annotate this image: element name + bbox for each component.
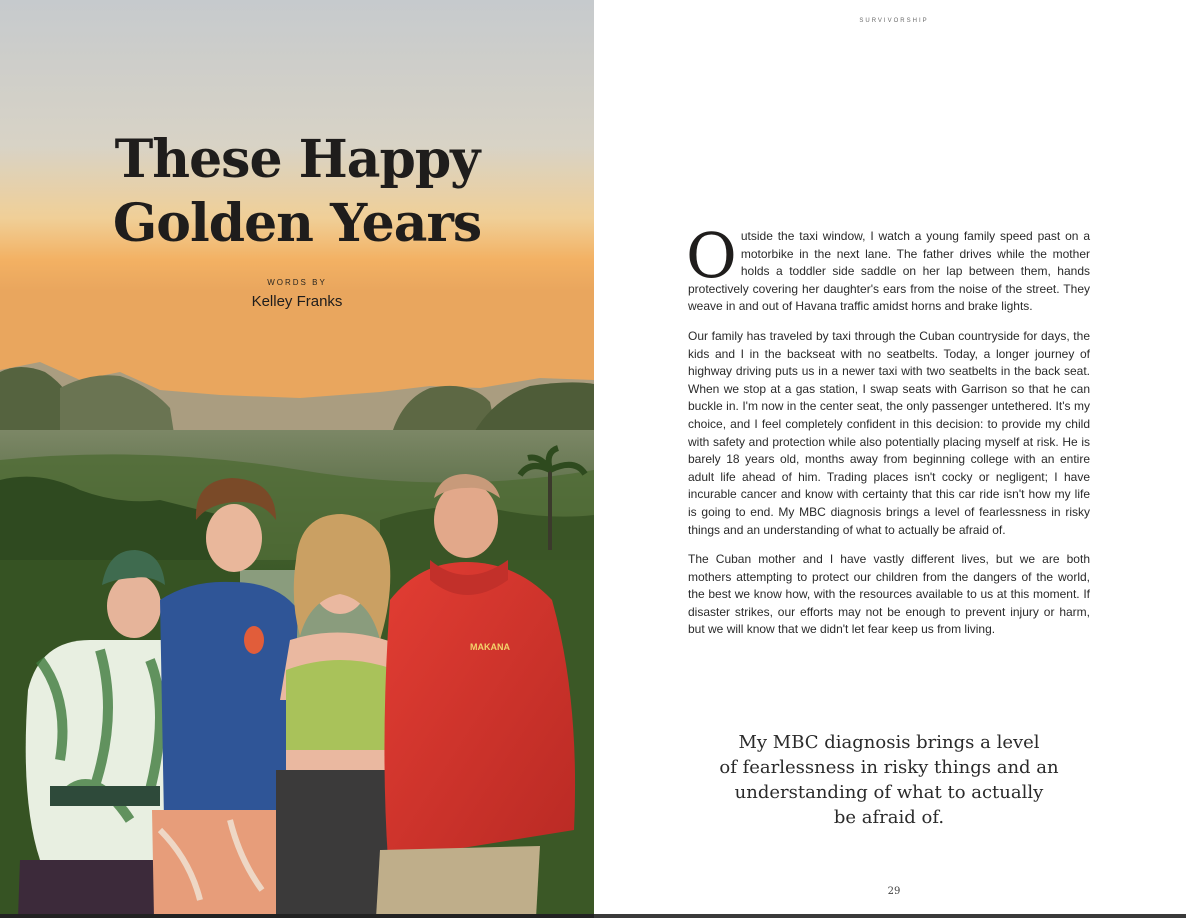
- paragraph-3: The Cuban mother and I have vastly different lives, but we are both mothers attempting to protect our children from the dangers of the world, the best we know how, with the resources available to us at this moment. If disaster strikes, our efforts may not be enough to prevent injury or harm, but we will know that we didn't let fear keep us from living.: [688, 552, 1090, 637]
- paragraph-1: [686, 219, 1090, 316]
- title-line-2: Golden Years: [112, 193, 482, 254]
- article-title: [0, 128, 594, 256]
- right-page: [594, 0, 1186, 918]
- page-number: 29: [887, 886, 901, 897]
- title-block: [0, 128, 594, 310]
- pull-quote-line-4: be afraid of.: [833, 807, 945, 828]
- title-line-1: These Happy: [114, 129, 480, 190]
- drop-cap: O: [686, 219, 737, 292]
- pull-quote-line-3: understanding of what to actually: [734, 782, 1044, 803]
- pull-quote-line-1: My MBC diagnosis brings a level: [738, 732, 1040, 753]
- author-name: Kelley Franks: [251, 293, 343, 310]
- paragraph-1-text: utside the taxi window, I watch a young family speed past on a motorbike in the next lane. The father drives while the mother holds a toddler side saddle on her lap between them, hands protectively covering her daughter's ears from the noise of the street. They weave in and out of Havana traffic amidst horns and brake lights.: [688, 229, 1090, 314]
- section-label: SURVIVORSHIP: [859, 18, 929, 24]
- pull-quote: [714, 730, 1064, 830]
- svg-text:MAKANA: MAKANA: [470, 642, 510, 652]
- pull-quote-line-2: of fearlessness in risky things and an: [719, 757, 1059, 778]
- bottom-rule: [594, 914, 1186, 918]
- article-body: [686, 219, 1090, 651]
- paragraph-2: Our family has traveled by taxi through the Cuban countryside for days, the kids and I in the backseat with no seatbelts. Today, a longer journey of highway driving puts us in a newer taxi with two seatbelts in the back seat. When we stop at a gas station, I swap seats with Garrison so that he can buckle in. I'm now in the center seat, the only passenger untethered. It's my choice, and I feel completely confident in this decision: to provide my child with safety and protection while also potentially placing myself at risk. He is barely 18 years old, months away from beginning college with an entire adult life ahead of him. Trading places isn't cocky or negligent; I have incurable cancer and know with certainty that this car ride isn't how my life is going to end. My MBC diagnosis brings a level of fearlessness in risky things and an understanding of what to actually be afraid of.: [688, 328, 1090, 537]
- byline-label: WORDS BY: [267, 278, 327, 287]
